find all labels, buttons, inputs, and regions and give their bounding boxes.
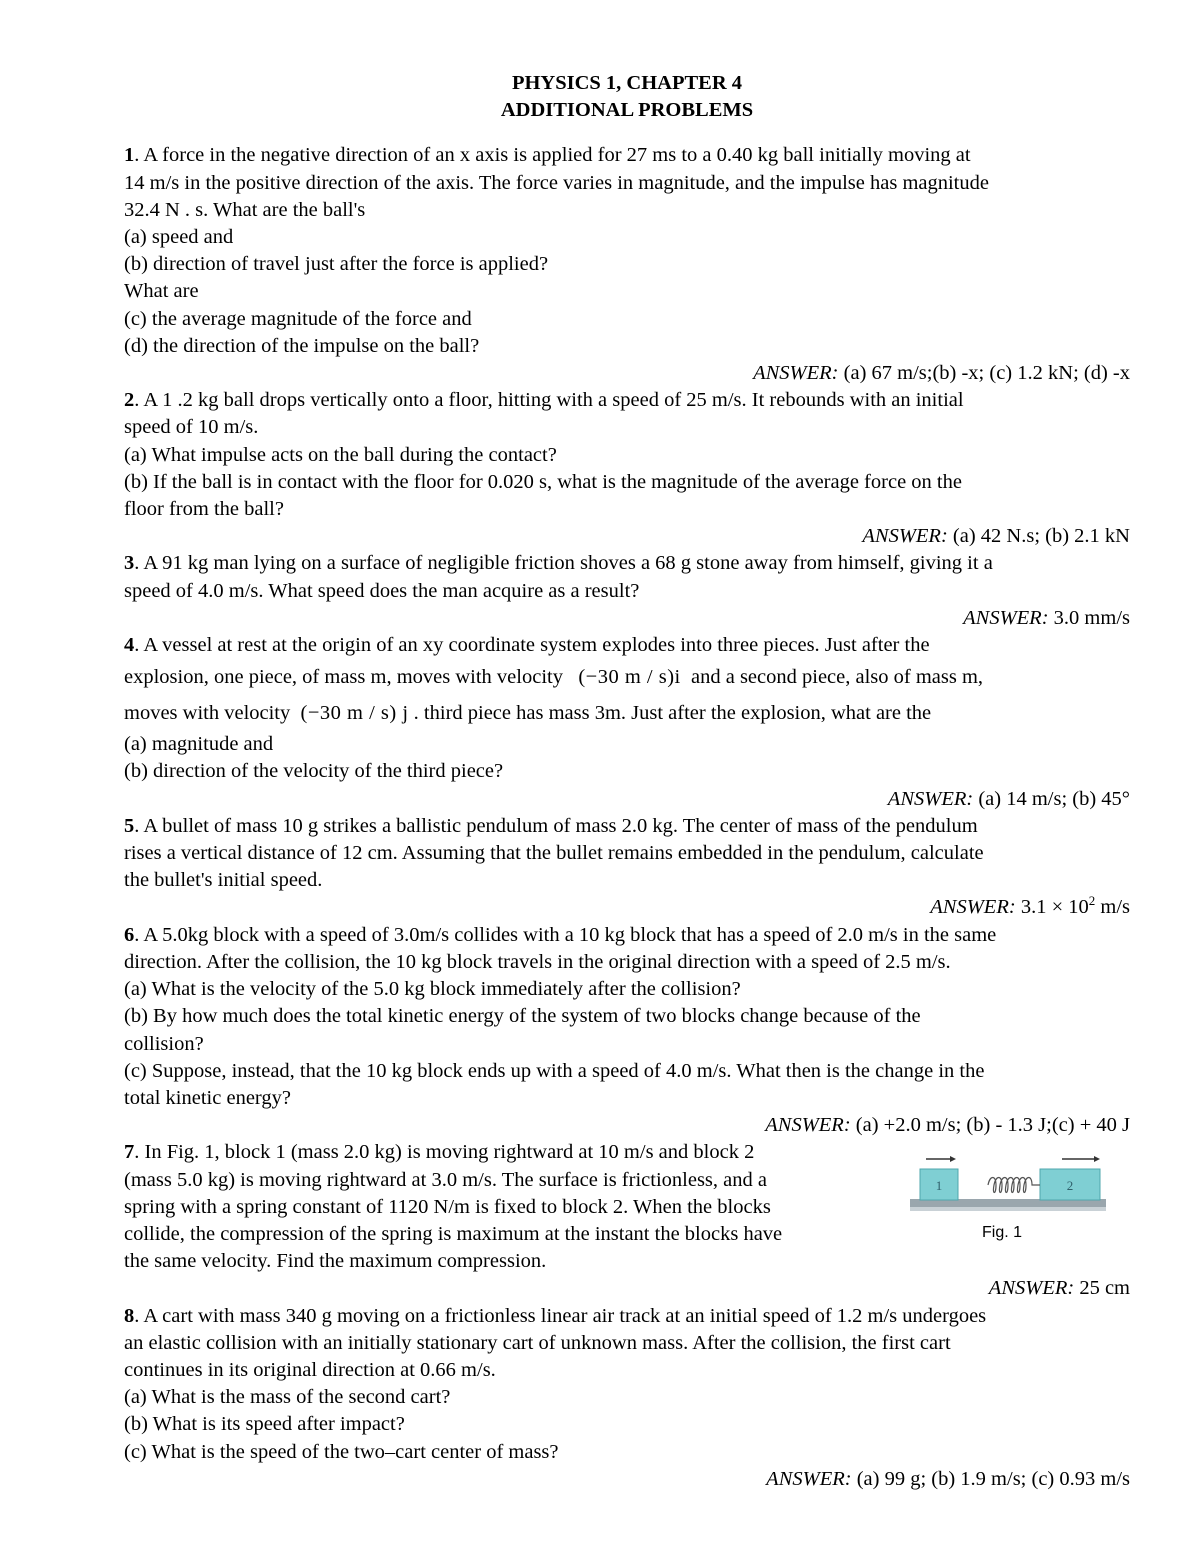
problem-text-line: rises a vertical distance of 12 cm. Assuming that the bullet remains embedded in the pendulum, calculate (124, 842, 984, 865)
problem-6 (124, 922, 1130, 1140)
answer-line (124, 786, 1130, 813)
answer-label: ANSWER: (766, 1467, 852, 1490)
problem-4 (124, 632, 1130, 813)
problem-text-line: moves with velocity (124, 702, 291, 725)
document-page (124, 70, 1130, 1493)
problem-number: 4 (124, 634, 135, 657)
problem-text-line: an elastic collision with an initially stationary cart of unknown mass. After the collision, the first cart (124, 1331, 951, 1354)
problem-text-line: explosion, one piece, of mass m, moves with velocity (124, 666, 563, 689)
figure-1-blocks-spring (910, 1147, 1106, 1213)
problem-number: 7 (124, 1141, 135, 1164)
problem-number: 6 (124, 923, 135, 946)
velocity-expression-2: (−30 m / s) j (300, 702, 409, 725)
problem-text-line: (c) Suppose, instead, that the 10 kg block ends up with a speed of 4.0 m/s. What then is the change in the (124, 1059, 985, 1082)
problem-text-line: speed of 10 m/s. (124, 416, 259, 439)
problem-text-line: . third piece has mass 3m. Just after the explosion, what are the (413, 702, 932, 725)
answer-line (124, 1275, 1130, 1302)
document-subtitle: ADDITIONAL PROBLEMS (500, 99, 754, 122)
answer-line (124, 523, 1130, 550)
problem-text-line: spring with a spring constant of 1120 N/m is fixed to block 2. When the blocks (124, 1195, 771, 1218)
problem-text-line: (b) By how much does the total kinetic energy of the system of two blocks change because of the (124, 1005, 921, 1028)
problem-text-line: floor from the ball? (124, 498, 284, 521)
problem-text-line: . A 91 kg man lying on a surface of negligible friction shoves a 68 g stone away from himself, giving it a (134, 552, 993, 575)
answer-line (124, 605, 1130, 632)
problem-number: 1 (124, 144, 135, 167)
problem-text-line: . A bullet of mass 10 g strikes a ballistic pendulum of mass 2.0 kg. The center of mass of the pendulum (134, 814, 978, 837)
problem-text-line: direction. After the collision, the 10 kg block travels in the original direction with a speed of 2.5 m/s. (124, 950, 951, 973)
problem-text-line: (d) the direction of the impulse on the ball? (124, 334, 480, 357)
problem-1 (124, 142, 1130, 387)
problem-text-line: (c) What is the speed of the two–cart center of mass? (124, 1440, 559, 1463)
answer-label: ANSWER: (887, 787, 974, 810)
problem-text-line: (b) direction of travel just after the force is applied? (124, 253, 549, 276)
surface-shadow (910, 1207, 1106, 1211)
answer-text: (a) +2.0 m/s; (b) - 1.3 J;(c) + 40 J (850, 1114, 1130, 1137)
spring (988, 1178, 1040, 1193)
figure-1-caption: Fig. 1 (982, 1224, 1023, 1242)
velocity-expression-1: (−30 m / s)i (578, 666, 681, 689)
problem-text-line: (b) What is its speed after impact? (124, 1413, 405, 1436)
problem-text-line: (a) speed and (124, 226, 234, 249)
problem-3 (124, 550, 1130, 632)
answer-label: ANSWER: (753, 362, 839, 385)
problem-text-line: . A 5.0kg block with a speed of 3.0m/s collides with a 10 kg block that has a speed of 2.0 m/s in the same (134, 923, 997, 946)
problem-text-line: continues in its original direction at 0.66 m/s. (124, 1358, 496, 1381)
problem-text-line: (a) What is the mass of the second cart? (124, 1386, 451, 1409)
problem-number: 3 (124, 552, 135, 575)
problem-text-line: 14 m/s in the positive direction of the axis. The force varies in magnitude, and the impulse has magnitude (124, 171, 989, 194)
problem-text-line: . In Fig. 1, block 1 (mass 2.0 kg) is moving rightward at 10 m/s and block 2 (134, 1141, 755, 1164)
answer-text: (a) 14 m/s; (b) 45° (973, 787, 1130, 810)
problem-text-line: total kinetic energy? (124, 1086, 291, 1109)
answer-line (124, 1112, 1130, 1139)
problem-text-line: . A force in the negative direction of an x axis is applied for 27 ms to a 0.40 kg ball initially moving at (134, 144, 971, 167)
answer-text: 3.0 mm/s (1048, 606, 1130, 629)
problem-text-line: 32.4 N . s. What are the ball's (124, 198, 366, 221)
answer-text: 25 cm (1074, 1277, 1130, 1300)
problem-number: 2 (124, 389, 135, 412)
answer-label: ANSWER: (963, 606, 1049, 629)
answer-unit: m/s (1095, 896, 1130, 919)
arrowhead-1 (950, 1156, 956, 1162)
answer-line (124, 1466, 1130, 1493)
problem-number: 5 (124, 814, 135, 837)
problem-text-line: . A cart with mass 340 g moving on a frictionless linear air track at an initial speed of 1.2 m/s undergoes (134, 1304, 987, 1327)
problem-7 (124, 1139, 1130, 1302)
document-title: PHYSICS 1, CHAPTER 4 (511, 72, 743, 94)
answer-text: (a) 67 m/s;(b) -x; (c) 1.2 kN; (d) -x (838, 362, 1130, 385)
problem-8 (124, 1303, 1130, 1493)
problem-text-line: . A vessel at rest at the origin of an xy coordinate system explodes into three pieces. Just after the (134, 634, 930, 657)
problem-text-line: (c) the average magnitude of the force and (124, 307, 472, 330)
answer-text: (a) 42 N.s; (b) 2.1 kN (947, 525, 1130, 548)
problem-text-line: What are (124, 280, 199, 303)
answer-line (124, 360, 1130, 387)
problem-2 (124, 387, 1130, 550)
block-1-label: 1 (935, 1178, 943, 1194)
problem-text-line: the bullet's initial speed. (124, 869, 323, 892)
answer-exponent: 2 (1088, 893, 1096, 909)
problem-text-line: the same velocity. Find the maximum compression. (124, 1250, 547, 1273)
problem-5 (124, 813, 1130, 922)
answer-label: ANSWER: (765, 1114, 851, 1137)
answer-line (124, 894, 1130, 921)
problem-text-line: collide, the compression of the spring is maximum at the instant the blocks have (124, 1222, 783, 1245)
answer-text: (a) 99 g; (b) 1.9 m/s; (c) 0.93 m/s (851, 1467, 1130, 1490)
problem-text-line: (a) magnitude and (124, 733, 274, 756)
block-2-label: 2 (1066, 1178, 1074, 1194)
problem-text-line: (a) What impulse acts on the ball during the contact? (124, 443, 557, 466)
problem-text-line: . A 1 .2 kg ball drops vertically onto a floor, hitting with a speed of 25 m/s. It rebounds with an initial (134, 389, 964, 412)
answer-label: ANSWER: (988, 1277, 1075, 1300)
problem-text-line: (mass 5.0 kg) is moving rightward at 3.0 m/s. The surface is frictionless, and a (124, 1168, 767, 1191)
document-header (124, 70, 1130, 124)
answer-label: ANSWER: (862, 525, 948, 548)
answer-text: 3.1 × 10 (1015, 896, 1089, 919)
problem-number: 8 (124, 1304, 135, 1327)
arrowhead-2 (1094, 1156, 1100, 1162)
problem-text-line: and a second piece, also of mass m, (691, 666, 984, 689)
problem-text-line: collision? (124, 1032, 204, 1055)
problem-text-line: (b) direction of the velocity of the third piece? (124, 760, 504, 783)
answer-label: ANSWER: (930, 896, 1016, 919)
problem-text-line: speed of 4.0 m/s. What speed does the man acquire as a result? (124, 579, 640, 602)
problem-text-line: (a) What is the velocity of the 5.0 kg block immediately after the collision? (124, 978, 741, 1001)
problem-text-line: (b) If the ball is in contact with the floor for 0.020 s, what is the magnitude of the average force on the (124, 470, 962, 493)
